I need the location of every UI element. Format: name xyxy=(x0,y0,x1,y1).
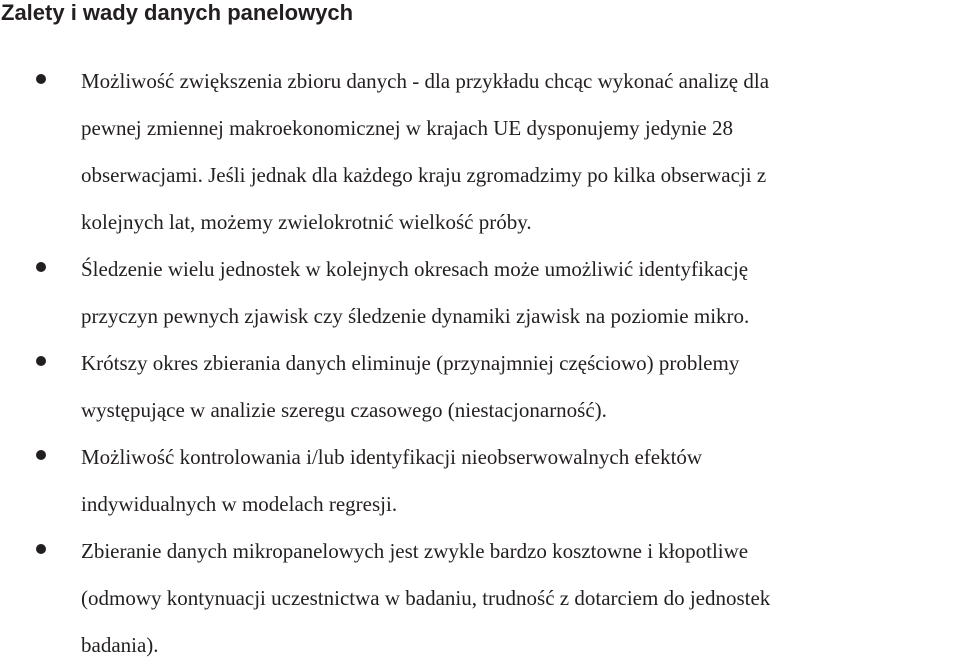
bullet-dot-icon xyxy=(36,450,46,460)
text-line: (odmowy kontynuacji uczestnictwa w badaniu, trudność z dotarciem do jednostek xyxy=(81,586,771,610)
bullet-list xyxy=(0,58,960,669)
bullet-dot-icon xyxy=(36,74,46,84)
text-line: pewnej zmiennej makroekonomicznej w krajach UE dysponujemy jedynie 28 xyxy=(81,116,733,140)
list-item xyxy=(0,528,960,669)
text-line: przyczyn pewnych zjawisk czy śledzenie dynamiki zjawisk na poziomie mikro. xyxy=(81,304,750,328)
text-line: Śledzenie wielu jednostek w kolejnych okresach może umożliwić identyfikację xyxy=(81,257,749,281)
bullet-dot-icon xyxy=(36,262,46,272)
text-line: Zbieranie danych mikropanelowych jest zwykle bardzo kosztowne i kłopotliwe xyxy=(81,539,749,563)
bullet-text xyxy=(81,58,957,246)
list-item xyxy=(0,340,960,434)
text-line: kolejnych lat, możemy zwielokrotnić wielkość próby. xyxy=(81,210,532,234)
text-line: Możliwość kontrolowania i/lub identyfikacji nieobserwowalnych efektów xyxy=(81,445,703,469)
page-title: Zalety i wady danych panelowych xyxy=(1,0,354,25)
list-item xyxy=(0,434,960,528)
text-line: Krótszy okres zbierania danych eliminuje (przynajmniej częściowo) problemy xyxy=(81,351,740,375)
text-line: Możliwość zwiększenia zbioru danych - dla przykładu chcąc wykonać analizę dla xyxy=(81,69,770,93)
bullet-dot-icon xyxy=(36,544,46,554)
list-item xyxy=(0,246,960,340)
list-item xyxy=(0,58,960,246)
bullet-text xyxy=(81,340,957,434)
text-line: występujące w analizie szeregu czasowego (niestacjonarność). xyxy=(81,398,607,422)
bullet-text xyxy=(81,528,957,669)
bullet-dot-icon xyxy=(36,356,46,366)
bullet-text xyxy=(81,246,957,340)
text-line: obserwacjami. Jeśli jednak dla każdego kraju zgromadzimy po kilka obserwacji z xyxy=(81,163,767,187)
text-line: indywidualnych w modelach regresji. xyxy=(81,492,398,516)
text-line: badania). xyxy=(81,633,159,657)
bullet-text xyxy=(81,434,957,528)
